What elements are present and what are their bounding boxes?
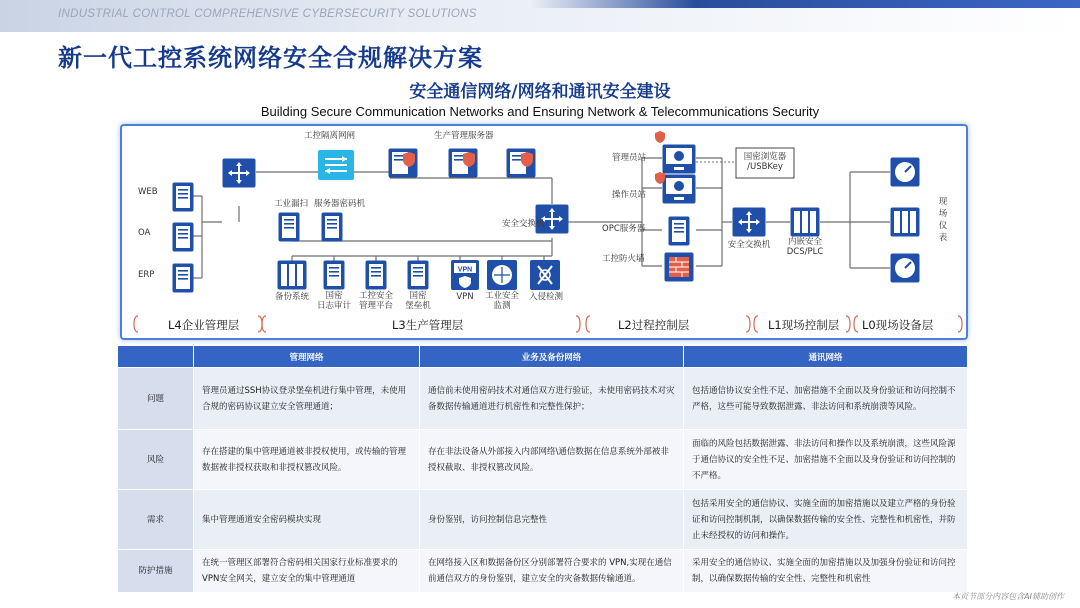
row-label-risk: 风险 (118, 430, 194, 490)
dcs-plc-line-2: DCS/PLC (786, 246, 824, 257)
industrial-firewall-label: 工控防火墙 (602, 254, 645, 264)
browser-key-line-2: /USBKey (747, 161, 783, 172)
security-platform-line-2: 管理平台 (358, 300, 393, 311)
production-server-1-icon (389, 149, 418, 178)
table-cell: 集中管理通道安全密码模块实现 (194, 490, 420, 550)
network-diagram (120, 124, 968, 340)
bastion-label (398, 292, 438, 312)
erp-label: ERP (138, 270, 155, 280)
server-crypto-icon (322, 213, 343, 242)
vpn-icon (451, 260, 479, 290)
zone-l1-label: L1现场控制层 (768, 318, 840, 332)
oa-label: OA (138, 228, 151, 238)
footer-note: 本页节部分内容包含AI辅助创作 (952, 592, 1064, 601)
monitor-label (482, 292, 522, 312)
diagram-canvas (122, 126, 966, 338)
server-crypto-label: 服务器密码机 (314, 199, 366, 209)
table-row (118, 550, 968, 593)
zone-l2-label: L2过程控制层 (618, 318, 690, 332)
backup-system-icon (278, 261, 307, 290)
production-server-3-icon (507, 149, 536, 178)
table-cell: 采用安全的通信协议、实施全面的加密措施以及加强身份验证和访问控制，以确保数据传输的安全性、完整性和机密性 (684, 550, 968, 593)
browser-key-line-1: 国密浏览器 (743, 152, 787, 162)
l4-switch-icon (223, 159, 256, 188)
field-gauge-2-icon (891, 254, 920, 283)
vpn-badge-text: VPN (457, 266, 473, 274)
table-cell: 身份鉴别，访问控制信息完整性 (420, 490, 684, 550)
table-row (118, 368, 968, 430)
table-header-row (118, 346, 968, 368)
monitor-icon (487, 260, 517, 290)
bastion-line-2: 堡垒机 (405, 300, 431, 311)
table-cell: 包括采用安全的通信协议、实施全面的加密措施以及建立严格的身份验证和访问控制机制，以确保数据传输的安全性、完整性和机密性，并防止未经授权的访问和操作。 (684, 490, 968, 550)
page-title: 新一代工控系统网络安全合规解决方案 (58, 43, 483, 72)
table-cell: 通信前未使用密码技术对通信双方进行验证，未使用密码技术对灾备数据传输通道进行机密性和完整性保护； (420, 368, 684, 430)
opc-server-label: OPC服务器 (602, 224, 646, 234)
field-instruments-char-3: 仪 (938, 221, 948, 231)
vpn-label: VPN (456, 292, 474, 302)
industrial-firewall-icon (665, 253, 694, 282)
field-transmitter-icon (891, 208, 920, 237)
monitor-line-2: 监测 (493, 300, 511, 311)
operator-station-label: 操作员站 (612, 190, 647, 200)
row-label-protection: 防护措施 (118, 550, 194, 593)
top-banner (0, 0, 1080, 32)
field-instruments-char-2: 场 (938, 209, 948, 219)
section-title: 安全通信网络/网络和通讯安全建设 (409, 82, 671, 102)
table-header-business: 业务及备份网络 (420, 346, 684, 368)
monitor-line-1: 工业安全 (484, 291, 519, 301)
bastion-line-1: 国密 (409, 291, 427, 301)
admin-station-icon (663, 145, 696, 174)
l2-security-switch-icon (733, 208, 766, 237)
table-header-corner (118, 346, 194, 368)
industrial-scan-label: 工业漏扫 (274, 199, 309, 209)
backup-label: 备份系统 (274, 292, 309, 302)
admin-station-label: 管理员站 (612, 153, 647, 163)
compliance-table (117, 345, 968, 593)
security-platform-icon (366, 261, 387, 290)
bastion-icon (408, 261, 429, 290)
l2-switch-label: 安全交换机 (727, 240, 771, 250)
isolation-gateway-label: 工控隔离网闸 (304, 131, 356, 141)
zone-l4-label: L4企业管理层 (168, 318, 240, 332)
banner-text: INDUSTRIAL CONTROL COMPREHENSIVE CYBERSECURITY SOLUTIONS (58, 8, 477, 20)
table-cell: 管理员通过SSH协议登录堡垒机进行集中管理，未使用合规的密码协议建立安全管理通道； (194, 368, 420, 430)
ids-icon (530, 260, 560, 290)
security-platform-line-1: 工控安全 (358, 291, 393, 301)
field-instruments-label (936, 196, 950, 244)
zone-l3-label: L3生产管理层 (392, 318, 464, 332)
ids-label: 入侵检测 (528, 292, 563, 302)
log-audit-line-2: 日志审计 (316, 300, 351, 311)
erp-server-icon (173, 264, 194, 293)
admin-shield-icon (655, 131, 665, 143)
browser-key-label (736, 153, 794, 173)
banner-accent-stripe (530, 0, 1080, 8)
table-header-management: 管理网络 (194, 346, 420, 368)
web-server-icon (173, 183, 194, 212)
log-audit-icon (324, 261, 345, 290)
dcs-plc-line-1: 内嵌安全 (787, 237, 822, 247)
section-title-en: Building Secure Communication Networks and Ensuring Network & Telecommunications Security (260, 104, 820, 119)
production-servers-label: 生产管理服务器 (434, 131, 494, 141)
row-label-problem: 问题 (118, 368, 194, 430)
row-label-requirement: 需求 (118, 490, 194, 550)
production-server-2-icon (449, 149, 478, 178)
industrial-scan-icon (279, 213, 300, 242)
field-gauge-1-icon (891, 158, 920, 187)
oa-server-icon (173, 223, 194, 252)
opc-server-icon (669, 217, 690, 246)
table-header-communication: 通讯网络 (684, 346, 968, 368)
table-cell: 在统一管理区部署符合密码相关国家行业标准要求的VPN安全网关，建立安全的集中管理通道 (194, 550, 420, 593)
l3-switch-label: 安全交换机 (502, 219, 545, 229)
dcs-plc-icon (791, 208, 820, 237)
field-instruments-char-4: 表 (938, 233, 948, 243)
security-platform-label (354, 292, 398, 312)
operator-station-icon (663, 175, 696, 204)
zone-l0-label: L0现场设备层 (862, 318, 934, 332)
web-label: WEB (138, 187, 158, 197)
log-audit-line-1: 国密 (325, 291, 343, 301)
table-cell: 存在非法设备从外部接入内部网络\通信数据在信息系统外部被非授权截取、非授权篡改风险。 (420, 430, 684, 490)
isolation-gateway-icon (318, 150, 354, 180)
table-row (118, 490, 968, 550)
field-instruments-char-1: 现 (938, 197, 948, 207)
table-cell: 面临的风险包括数据泄露、非法访问和操作以及系统崩溃，这些风险源于通信协议的安全性不足、加密措施不全面以及身份验证和访问控制的不严格。 (684, 430, 968, 490)
table-cell: 在网络接入区和数据备份区分别部署符合要求的 VPN,实现在通信前通信双方的身份鉴别，建立安全的灾备数据传输通道。 (420, 550, 684, 593)
table-row (118, 430, 968, 490)
dcs-plc-label (777, 238, 833, 258)
table-cell: 存在搭建的集中管理通道被非授权使用，或传输的管理数据被非授权获取和非授权篡改风险。 (194, 430, 420, 490)
table-cell: 包括通信协议安全性不足、加密措施不全面以及身份验证和访问控制不严格，这些可能导致数据泄露、非法访问和系统崩溃等风险。 (684, 368, 968, 430)
log-audit-label (314, 292, 354, 312)
